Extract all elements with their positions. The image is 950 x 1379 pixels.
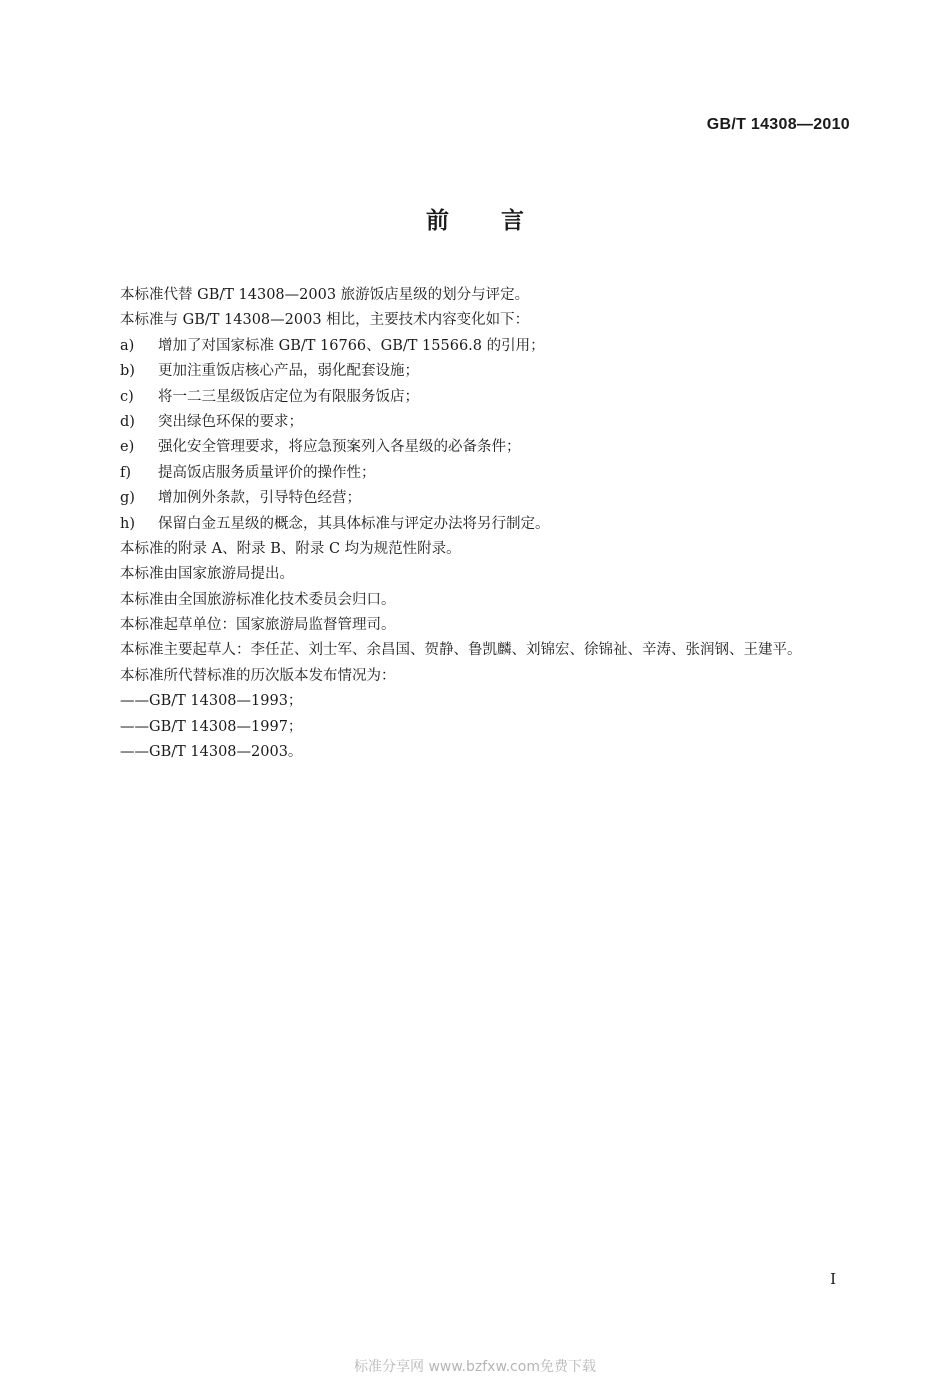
paragraph-committee: 本标准由全国旅游标准化技术委员会归口。 bbox=[120, 591, 396, 608]
list-text: 增加例外条款，引导特色经营； bbox=[158, 490, 361, 507]
list-label: h) bbox=[120, 515, 135, 532]
list-label: g) bbox=[120, 490, 135, 507]
list-text: 保留白金五星级的概念，其具体标准与评定办法将另行制定。 bbox=[158, 515, 550, 532]
history-item: ——GB/T 14308—1997； bbox=[120, 718, 303, 735]
history-item: ——GB/T 14308—1993； bbox=[120, 693, 303, 710]
page-number: I bbox=[830, 1270, 836, 1288]
list-text: 突出绿色环保的要求； bbox=[158, 413, 303, 430]
paragraph-history-intro: 本标准所代替标准的历次版本发布情况为： bbox=[120, 667, 396, 684]
change-item-f bbox=[120, 461, 860, 486]
standard-code: GB/T 14308—2010 bbox=[706, 116, 850, 133]
list-label: f) bbox=[120, 464, 132, 481]
paragraph-drafting-unit: 本标准起草单位：国家旅游局监督管理司。 bbox=[120, 617, 396, 634]
history-item: ——GB/T 14308—2003。 bbox=[120, 744, 303, 761]
paragraph-drafters: 本标准主要起草人：李任芷、刘士军、余昌国、贺静、鲁凯麟、刘锦宏、徐锦祉、辛涛、张润钢、王建平。 bbox=[120, 642, 802, 659]
list-text: 强化安全管理要求，将应急预案列入各星级的必备条件； bbox=[158, 439, 521, 456]
change-item-e bbox=[120, 435, 860, 460]
paragraph-proposer: 本标准由国家旅游局提出。 bbox=[120, 566, 294, 583]
change-item-g bbox=[120, 486, 860, 511]
watermark-text: 标准分享网 www.bzfxw.com免费下载 bbox=[354, 1359, 596, 1375]
change-item-h bbox=[120, 512, 860, 537]
paragraph-annexes: 本标准的附录 A、附录 B、附录 C 均为规范性附录。 bbox=[120, 540, 461, 557]
change-item-d bbox=[120, 410, 860, 435]
list-label: d) bbox=[120, 413, 135, 430]
change-item-a bbox=[120, 334, 860, 359]
list-label: c) bbox=[120, 388, 134, 405]
list-text: 更加注重饭店核心产品，弱化配套设施； bbox=[158, 363, 419, 380]
change-item-b bbox=[120, 359, 860, 384]
list-text: 将一二三星级饭店定位为有限服务饭店； bbox=[158, 388, 419, 405]
change-item-c bbox=[120, 385, 860, 410]
page-title bbox=[0, 202, 950, 235]
paragraph-replaces: 本标准代替 GB/T 14308—2003 旅游饭店星级的划分与评定。 bbox=[120, 287, 530, 303]
list-text: 提高饭店服务质量评价的操作性； bbox=[158, 464, 376, 481]
title-char-1: 前 bbox=[426, 207, 449, 234]
list-text: 增加了对国家标准 GB/T 16766、GB/T 15566.8 的引用； bbox=[158, 337, 545, 354]
list-label: e) bbox=[120, 439, 135, 456]
list-label: a) bbox=[120, 337, 135, 354]
title-char-2: 言 bbox=[501, 207, 524, 234]
list-label: b) bbox=[120, 363, 135, 380]
foreword-body bbox=[120, 283, 860, 765]
paragraph-changes-intro: 本标准与 GB/T 14308—2003 相比，主要技术内容变化如下： bbox=[120, 312, 530, 329]
